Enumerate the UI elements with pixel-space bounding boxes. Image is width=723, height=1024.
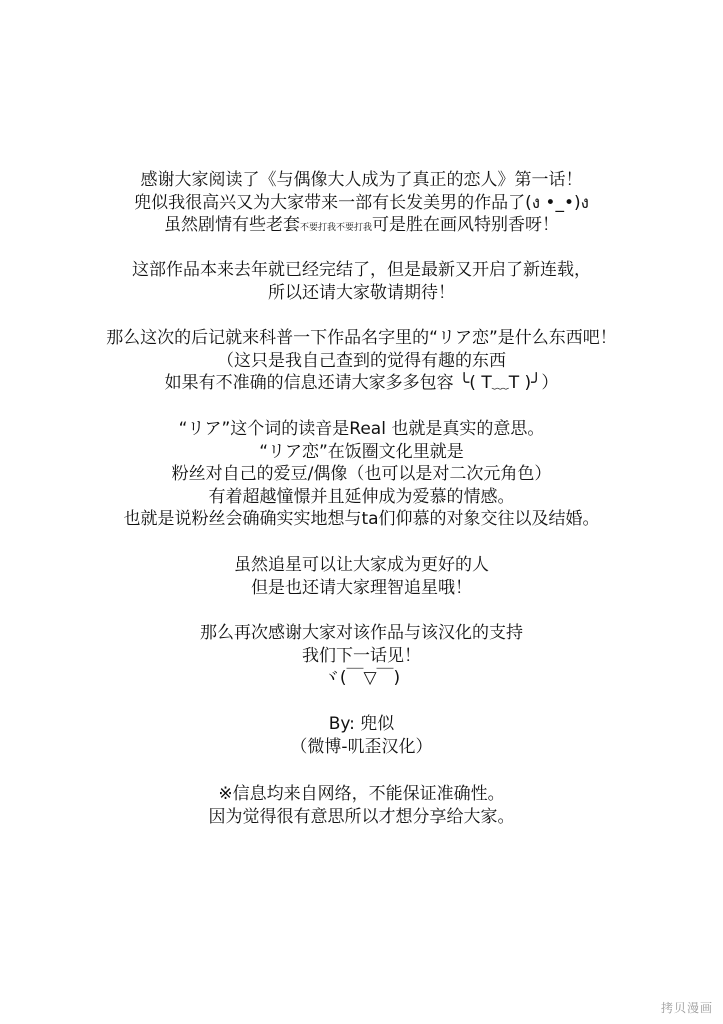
text-line: 兜似我很高兴又为大家带来一部有长发美男的作品了(ง •_•)ง — [134, 192, 589, 213]
text-line: “リア”这个词的读音是Real 也就是真实的意思。 — [178, 419, 545, 439]
paragraph-serialization — [0, 259, 723, 304]
text-line: 如果有不准确的信息还请大家多多包容 ╰( T﹏T )╯） — [164, 373, 559, 394]
text-line: 有着超越憧憬并且延伸成为爱慕的情感。 — [208, 486, 515, 507]
text-line: （这只是我自己查到的觉得有趣的东西 — [217, 350, 506, 371]
text-line: 也就是说粉丝会确确实实地想与ta们仰慕的对象交往以及结婚。 — [123, 509, 600, 530]
text-segment: 可是胜在画风特别香呀！ — [372, 215, 559, 236]
text-line: 感谢大家阅读了《与偶像大人成为了真正的恋人》第一话！ — [140, 170, 583, 190]
paragraph-title-explanation — [0, 327, 723, 395]
small-aside-text: 不要打我不要打我 — [299, 223, 372, 234]
paragraph-disclaimer — [0, 783, 723, 828]
kaomoji: ヾ(￣▽￣) — [322, 668, 401, 689]
text-line: 所以还请大家敬请期待！ — [268, 282, 455, 303]
text-line: ※信息均来自网络，不能保证准确性。 — [218, 784, 505, 804]
text-line: 因为觉得很有意思所以才想分享给大家。 — [208, 806, 515, 827]
credit-author: By: 兜似 — [328, 714, 395, 734]
text-line: 但是也还请大家理智追星哦！ — [251, 577, 472, 598]
text-line: 粉丝对自己的爱豆/偶像（也可以是对二次元角色） — [171, 464, 552, 485]
paragraph-credits — [0, 713, 723, 758]
paragraph-closing — [0, 622, 723, 690]
paragraph-definition — [0, 418, 723, 531]
paragraph-advice — [0, 554, 723, 599]
credit-group: （微博-叽歪汉化） — [290, 736, 433, 757]
text-line: 那么再次感谢大家对该作品与该汉化的支持 — [200, 623, 523, 643]
site-watermark: 拷贝漫画 — [660, 1001, 713, 1015]
text-line: 这部作品本来去年就已经完结了，但是最新又开启了新连载， — [132, 260, 591, 280]
text-line: 我们下一话见！ — [302, 645, 421, 666]
text-segment: 虽然剧情有些老套 — [163, 215, 300, 236]
text-line-with-aside — [0, 214, 723, 240]
text-line: 那么这次的后记就来科普一下作品名字里的“リア恋”是什么东西吧！ — [106, 328, 617, 348]
paragraph-thanks — [0, 169, 723, 240]
text-line: “リア恋”在饭圈文化里就是 — [259, 441, 464, 462]
text-line: 虽然追星可以让大家成为更好的人 — [234, 555, 489, 575]
